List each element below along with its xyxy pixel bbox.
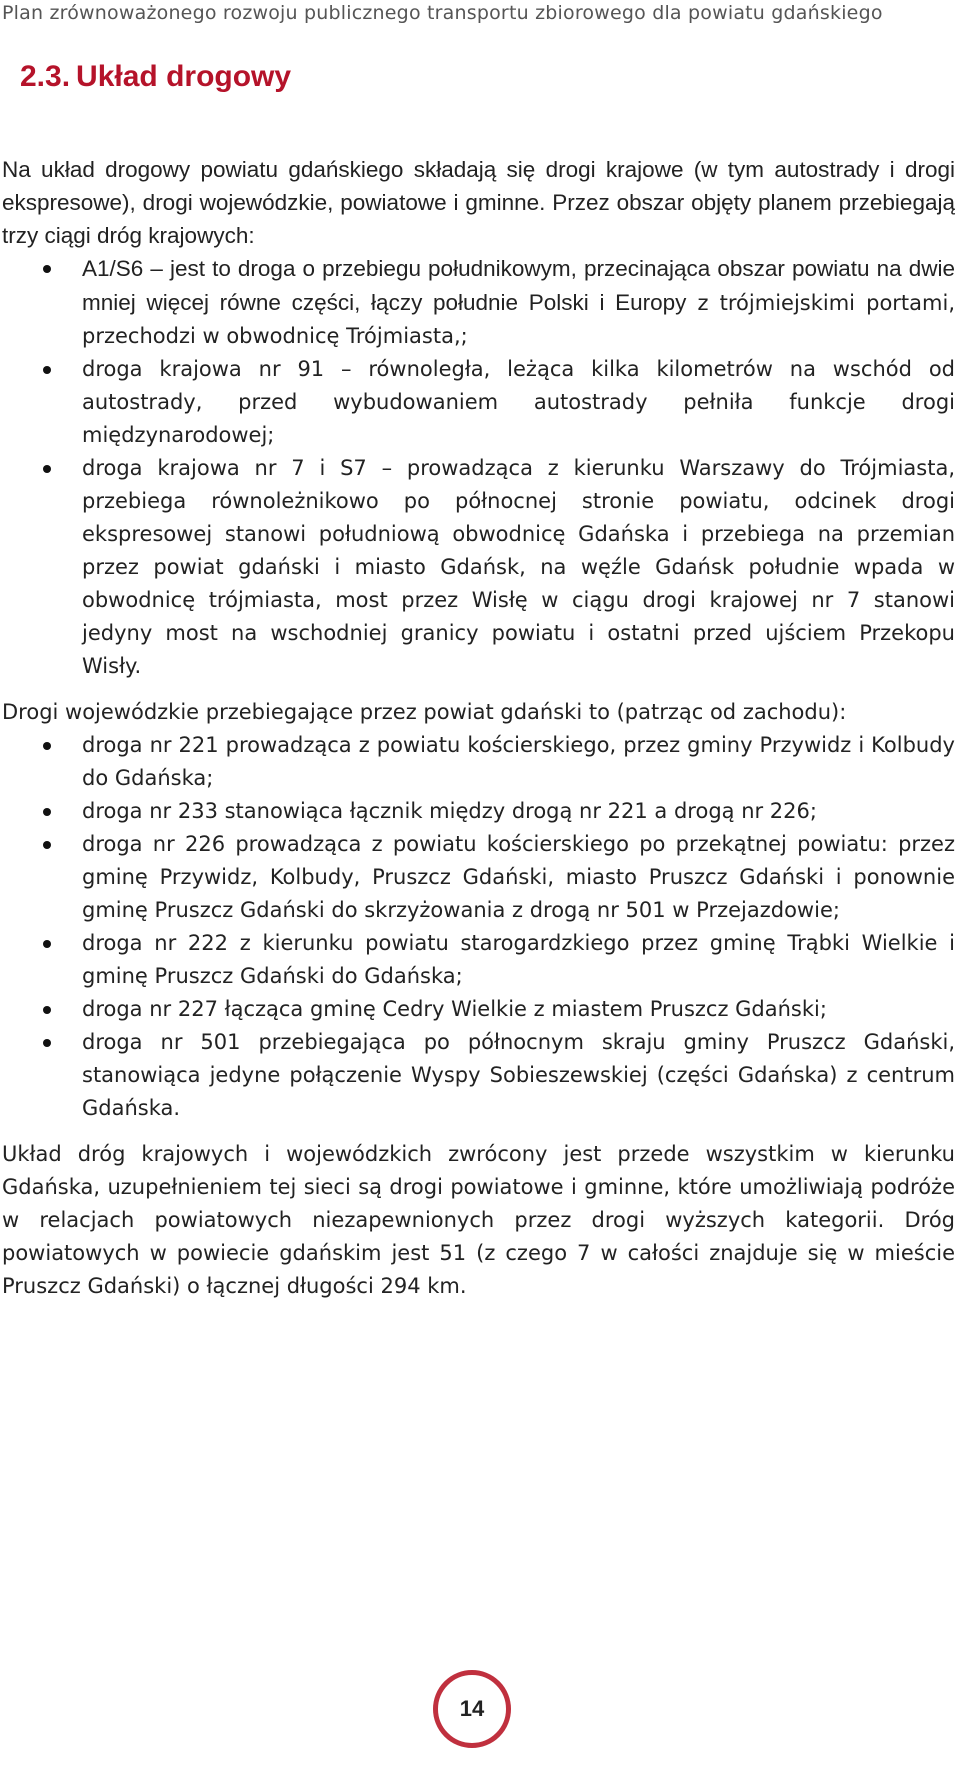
bullet-icon (43, 1006, 51, 1014)
section-number: 2.3. (20, 60, 71, 93)
list-item (2, 927, 955, 993)
list-item-text: droga nr 227 łącząca gminę Cedry Wielkie z miastem Pruszcz Gdański; (82, 997, 827, 1021)
list-item (2, 1026, 955, 1125)
section-heading (20, 60, 291, 94)
voivodeship-roads-list (2, 729, 955, 1125)
bullet-icon (43, 841, 51, 849)
intro-paragraph: Na układ drogowy powiatu gdańskiego składają się drogi krajowe (w tym autostrady i drogi ekspresowe), drogi wojewódzkie, powiatowe i gminne. Przez obszar objęty planem przebiegają trzy ciągi dróg krajowych: (2, 157, 955, 248)
bullet-icon (43, 1039, 51, 1047)
bullet-icon (43, 808, 51, 816)
bullet-icon (43, 465, 51, 473)
bullet-icon (43, 940, 51, 948)
list-item (2, 452, 955, 683)
bullet-icon (43, 265, 51, 273)
list-item (2, 993, 955, 1026)
page-number: 14 (459, 1696, 485, 1721)
closing-paragraph: Układ dróg krajowych i wojewódzkich zwrócony jest przede wszystkim w kierunku Gdańska, uzupełnieniem tej sieci są drogi powiatowe i gminne, które umożliwiają podróże w relacjach powiatowych niezapewnionych przez drogi wyższych kategorii. Dróg powiatowych w powiecie gdańskim jest 51 (z czego 7 w całości znajduje się w mieście Pruszcz Gdański) o łącznej długości 294 km. (2, 1142, 955, 1298)
bullet-icon (43, 366, 51, 374)
voivodeship-intro-paragraph: Drogi wojewódzkie przebiegające przez powiat gdański to (patrząc od zachodu): (2, 700, 847, 724)
bullet-icon (43, 742, 51, 750)
running-header: Plan zrównoważonego rozwoju publicznego transportu zbiorowego dla powiatu gdańskiego (2, 2, 883, 24)
list-item-lead: A1/S6 – jest to droga o przebiegu południkowym, przecinająca obszar powiatu na dwie mniej więcej równe części, łączy południe Polski i Europy (82, 256, 955, 315)
list-item-text: droga nr 233 stanowiąca łącznik między drogą nr 221 a drogą nr 226; (82, 799, 817, 823)
list-item-text: droga nr 222 z kierunku powiatu starogardzkiego przez gminę Trąbki Wielkie i gminę Pruszcz Gdański do Gdańska; (82, 931, 955, 988)
list-item (2, 252, 955, 353)
list-item-text: droga nr 501 przebiegająca po północnym skraju gminy Pruszcz Gdański, stanowiąca jedyne połączenie Wyspy Sobieszewskiej (części Gdańska) z centrum Gdańska. (82, 1030, 955, 1120)
national-roads-list (2, 252, 955, 683)
list-item-text: droga nr 221 prowadząca z powiatu kościerskiego, przez gminy Przywidz i Kolbudy do Gdańska; (82, 733, 955, 790)
list-item-text: droga nr 226 prowadząca z powiatu kościerskiego po przekątnej powiatu: przez gminę Przywidz, Kolbudy, Pruszcz Gdański, miasto Pruszcz Gdański i ponownie gminę Pruszcz Gdański do skrzyżowania z drogą nr 501 w Przejazdowie; (82, 832, 955, 922)
list-item (2, 795, 955, 828)
section-title: Układ drogowy (76, 60, 292, 93)
list-item (2, 828, 955, 927)
page-number-badge (433, 1670, 511, 1748)
list-item-text: z trójmiejskimi portami, przechodzi w obwodnicę Trójmiasta,; (82, 291, 955, 348)
list-item-text: droga krajowa nr 7 i S7 – prowadząca z kierunku Warszawy do Trójmiasta, przebiega równoleżnikowo po północnej stronie powiatu, odcinek drogi ekspresowej stanowi południową obwodnicę Gdańska i przebiega na przemian przez powiat gdański i miasto Gdańsk, na węźle Gdańsk południe wpada w obwodnicę trójmiasta, most przez Wisłę w ciągu drogi krajowej nr 7 stanowi jedyny most na wschodniej granicy powiatu i ostatni przed ujściem Przekopu Wisły. (82, 456, 955, 678)
list-item (2, 729, 955, 795)
list-item-text: droga krajowa nr 91 – równoległa, leżąca kilka kilometrów na wschód od autostrady, przed wybudowaniem autostrady pełniła funkcje drogi międzynarodowej; (82, 357, 955, 447)
document-body (2, 153, 955, 1303)
list-item (2, 353, 955, 452)
